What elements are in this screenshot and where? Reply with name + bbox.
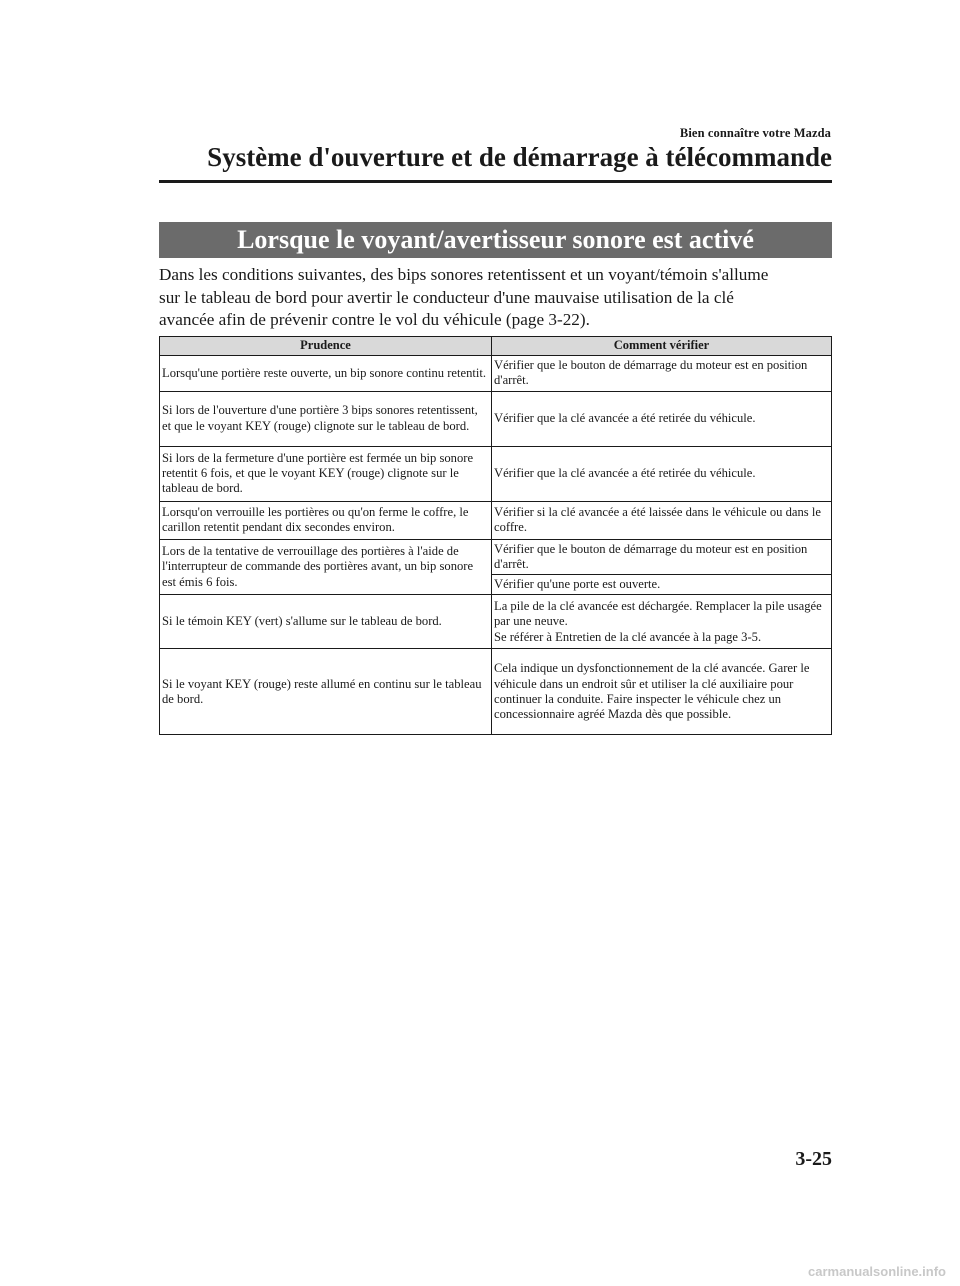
caution-cell: Si lors de l'ouverture d'une portière 3 bips sonores retentissent, et que le voyant KEY (rouge) clignote sur le tableau de bord. bbox=[160, 391, 492, 446]
caution-cell: Si le voyant KEY (rouge) reste allumé en continu sur le tableau de bord. bbox=[160, 649, 492, 735]
page-number: 3-25 bbox=[795, 1148, 832, 1170]
table-row bbox=[160, 501, 832, 539]
table-row bbox=[160, 356, 832, 392]
header-section-label: Bien connaître votre Mazda bbox=[679, 126, 831, 140]
check-cell: Vérifier que la clé avancée a été retirée du véhicule. bbox=[492, 391, 832, 446]
check-cell: Vérifier que le bouton de démarrage du moteur est en position d'arrêt. bbox=[492, 539, 832, 575]
intro-line: Dans les conditions suivantes, des bips sonores retentissent et un voyant/témoin s'allume bbox=[159, 265, 769, 284]
check-cell: Vérifier que le bouton de démarrage du moteur est en position d'arrêt. bbox=[492, 356, 832, 392]
table-row bbox=[160, 595, 832, 649]
caution-cell: Lors de la tentative de verrouillage des portières à l'aide de l'interrupteur de commande des portières avant, un bip sonore est émis 6 fois. bbox=[160, 539, 492, 595]
caution-cell: Lorsqu'une portière reste ouverte, un bip sonore continu retentit. bbox=[160, 356, 492, 392]
header-divider bbox=[159, 180, 832, 183]
caution-cell: Si lors de la fermeture d'une portière est fermée un bip sonore retentit 6 fois, et que le voyant KEY (rouge) clignote sur le tableau de bord. bbox=[160, 446, 492, 501]
section-title: Lorsque le voyant/avertisseur sonore est activé bbox=[237, 225, 754, 254]
check-cell: Vérifier que la clé avancée a été retirée du véhicule. bbox=[492, 446, 832, 501]
intro-line: sur le tableau de bord pour avertir le conducteur d'une mauvaise utilisation de la clé bbox=[159, 287, 734, 307]
check-cell: Cela indique un dysfonctionnement de la clé avancée. Garer le véhicule dans un endroit sûr et utiliser la clé auxiliaire pour continuer la conduite. Faire inspecter le véhicule chez un concessionnaire agréé Mazda dès que possible. bbox=[492, 649, 832, 735]
caution-cell: Si le témoin KEY (vert) s'allume sur le tableau de bord. bbox=[160, 595, 492, 649]
watermark: carmanualsonline.info bbox=[808, 1264, 946, 1279]
table-row bbox=[160, 391, 832, 446]
section-title-bar bbox=[159, 222, 832, 258]
caution-cell: Lorsqu'on verrouille les portières ou qu'on ferme le coffre, le carillon retentit pendant dix secondes environ. bbox=[160, 501, 492, 539]
column-header-prudence: Prudence bbox=[160, 337, 492, 356]
chapter-title: Système d'ouverture et de démarrage à télécommande bbox=[207, 142, 832, 172]
table-row bbox=[160, 649, 832, 735]
column-header-comment-verifier: Comment vérifier bbox=[492, 337, 832, 356]
check-cell: Vérifier si la clé avancée a été laissée dans le véhicule ou dans le coffre. bbox=[492, 501, 832, 539]
intro-line: avancée afin de prévenir contre le vol du véhicule (page 3-22). bbox=[159, 310, 590, 329]
table-row bbox=[160, 539, 832, 575]
check-cell: La pile de la clé avancée est déchargée. Remplacer la pile usagée par une neuve. Se référer à Entretien de la clé avancée à la page 3-5. bbox=[492, 595, 832, 649]
caution-table bbox=[159, 336, 832, 735]
intro-paragraph bbox=[159, 264, 849, 332]
check-cell: Vérifier qu'une porte est ouverte. bbox=[492, 575, 832, 595]
table-header-row bbox=[160, 337, 832, 356]
table-row bbox=[160, 446, 832, 501]
